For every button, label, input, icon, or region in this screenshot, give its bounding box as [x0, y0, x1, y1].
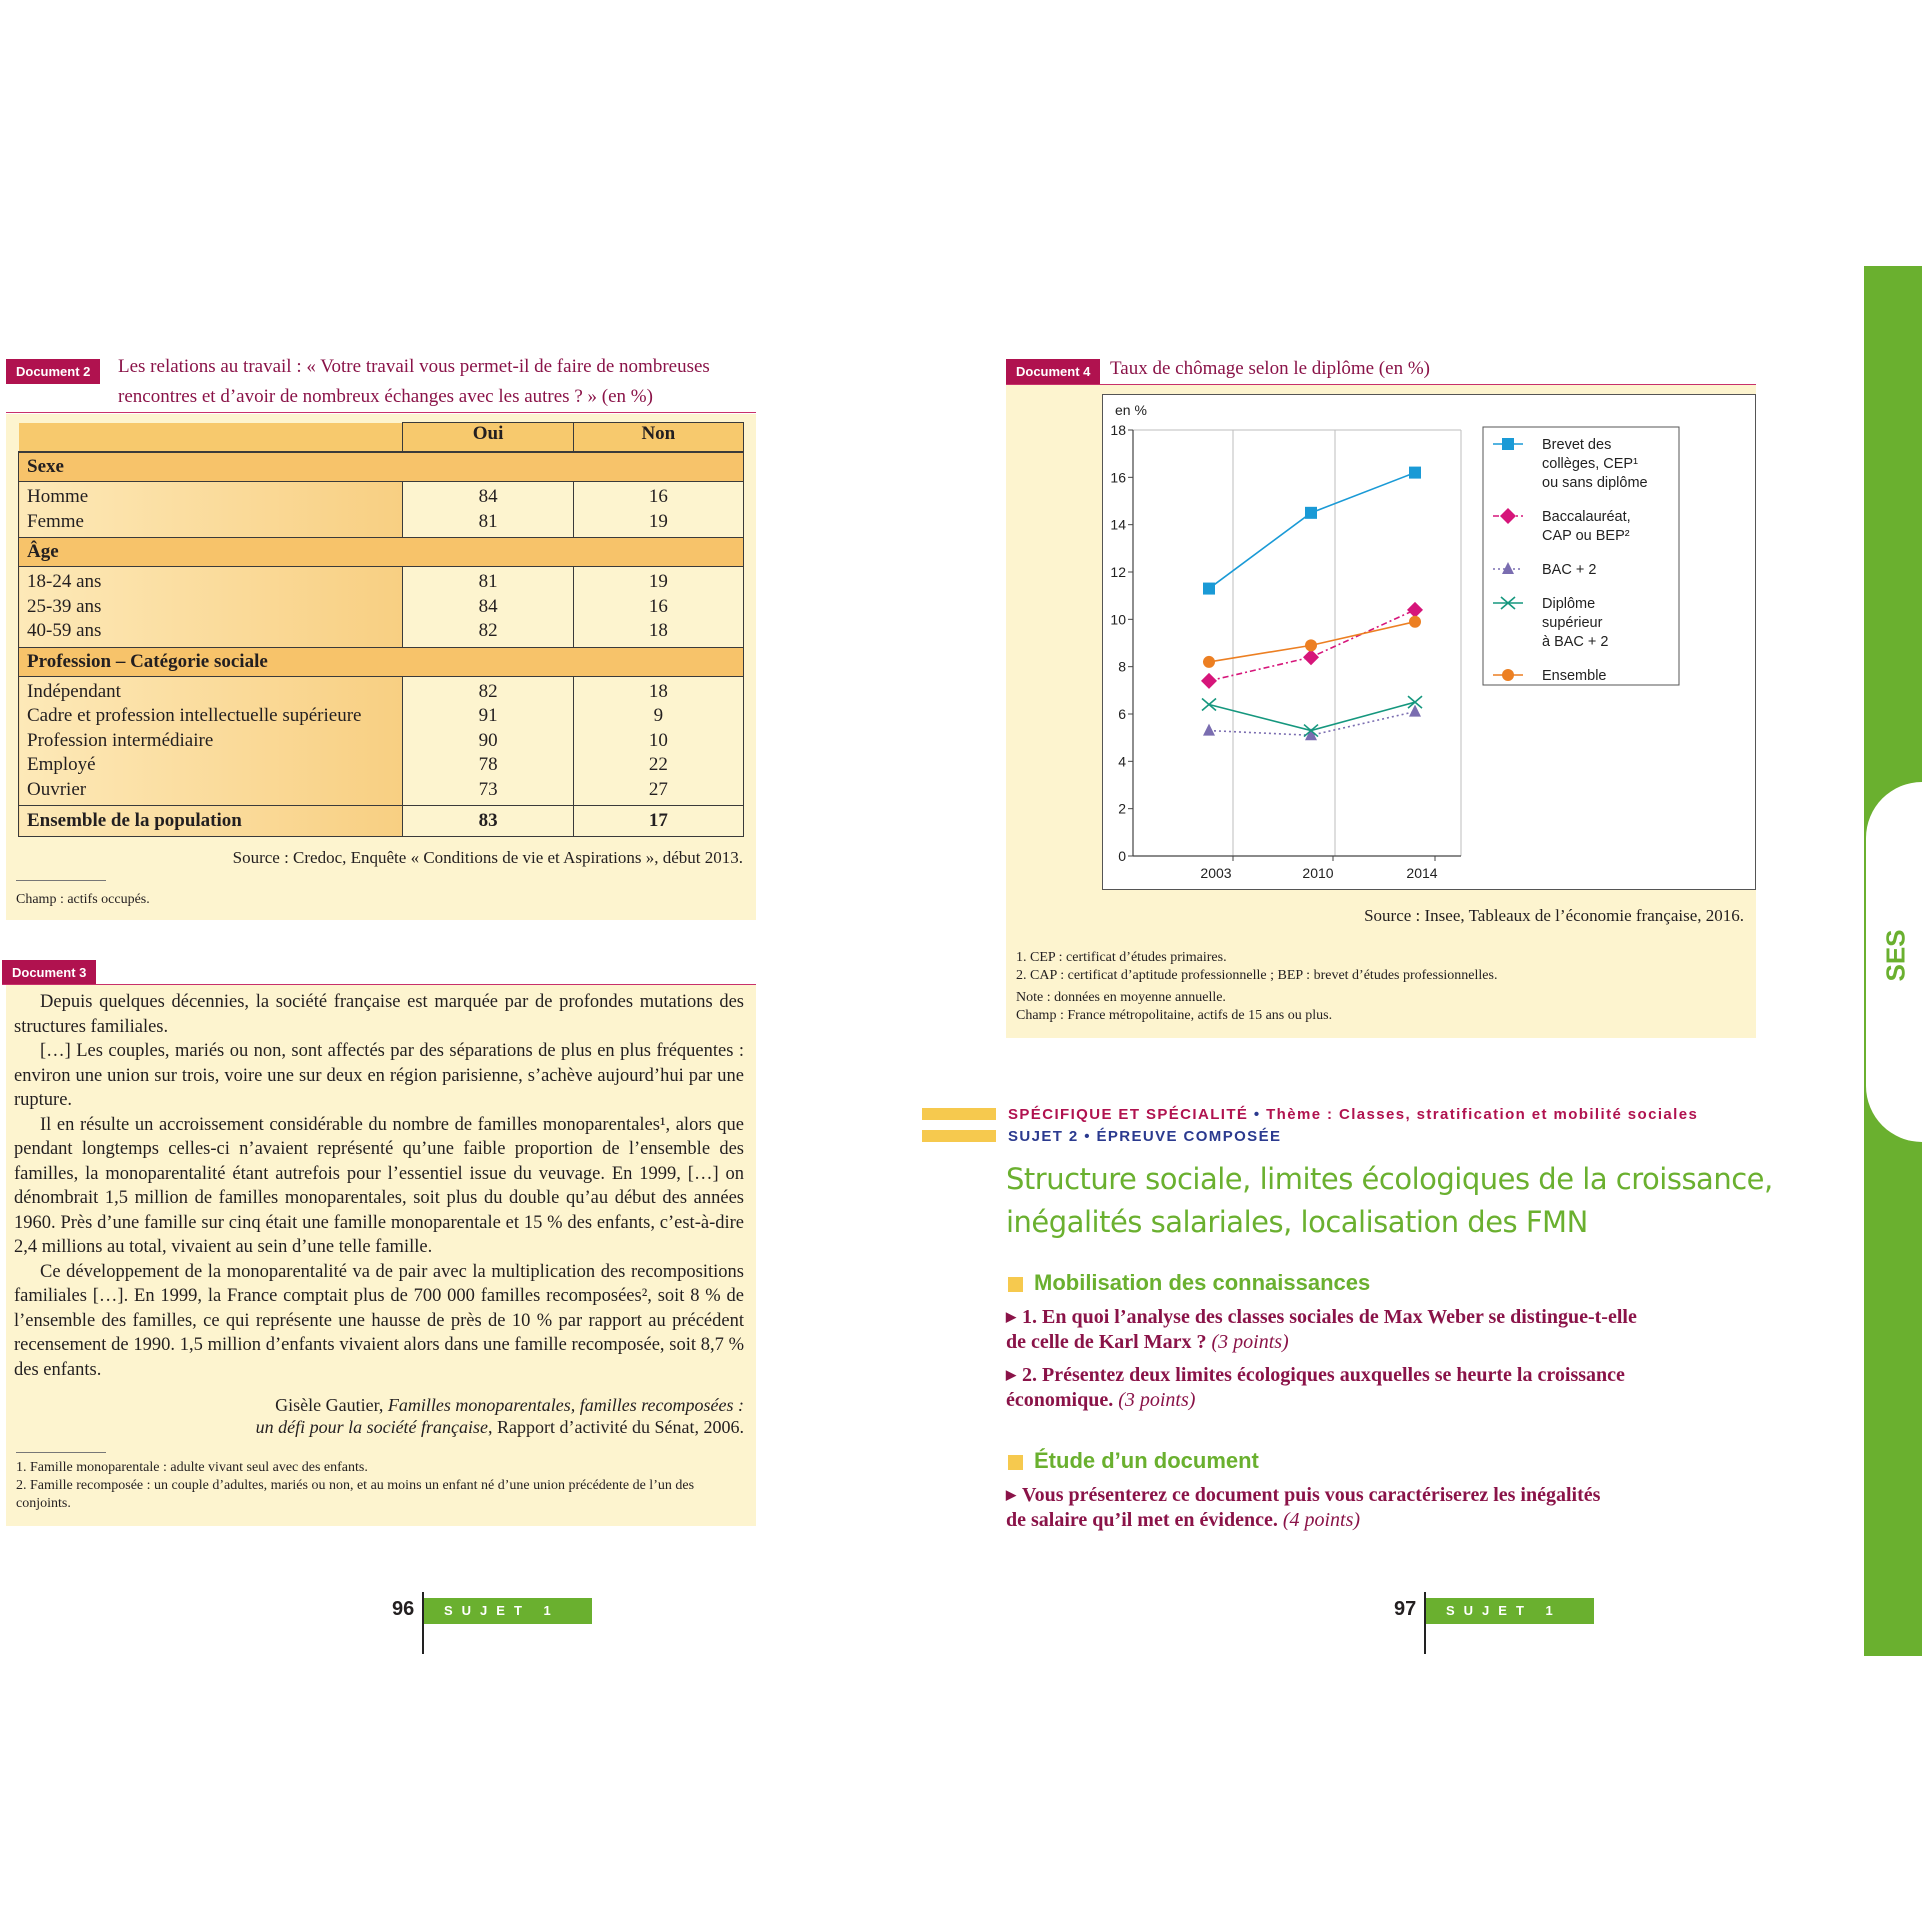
doc2-champ: Champ : actifs occupés.	[16, 892, 150, 907]
data-point	[1305, 507, 1317, 519]
q3-line1: Vous présenterez ce document puis vous caractériserez les inégalités	[1022, 1484, 1601, 1506]
cell-oui: 84	[478, 486, 498, 507]
series-line	[1209, 702, 1415, 730]
doc3-text	[14, 990, 744, 1382]
y-tick-label: 18	[1110, 422, 1126, 438]
section1-heading: Mobilisation des connaissances	[1034, 1270, 1371, 1295]
question-1	[1006, 1304, 1746, 1355]
legend-label: BAC + 2	[1542, 562, 1597, 578]
orange-strip	[922, 1108, 996, 1120]
data-point	[1409, 467, 1421, 479]
specific-line2: SUJET 2 • ÉPREUVE COMPOSÉE	[1008, 1128, 1282, 1145]
doc4-tag: Document 4	[1006, 359, 1100, 384]
page-number-right: 97	[1394, 1598, 1417, 1620]
x-tick-label: 2003	[1200, 865, 1232, 881]
col-header-oui: Oui	[403, 423, 573, 453]
row-label: 40-59 ans	[27, 620, 102, 641]
cell-oui: 90	[478, 729, 498, 751]
y-tick-label: 4	[1118, 753, 1126, 770]
y-tick-label: 6	[1118, 706, 1126, 722]
footnote-rule	[16, 1452, 106, 1453]
triangle-bullet-icon: ▶	[1006, 1309, 1016, 1324]
data-point	[1407, 602, 1423, 618]
legend-label: Ensemble	[1542, 668, 1607, 684]
section-sexe: Sexe	[19, 452, 744, 482]
specific-line1	[1008, 1106, 1698, 1123]
doc3-rule	[2, 984, 756, 985]
data-point	[1203, 656, 1215, 668]
section-age: Âge	[19, 538, 744, 567]
y-tick-label: 8	[1118, 658, 1126, 675]
doc4-title: Taux de chômage selon le diplôme (en %)	[1110, 358, 1430, 379]
q3-points: (4 points)	[1282, 1509, 1361, 1531]
doc3-citation	[144, 1394, 744, 1438]
data-point	[1409, 616, 1421, 628]
y-tick-label: 2	[1118, 800, 1126, 817]
citation-line1	[144, 1394, 744, 1416]
legend-label: collèges, CEP¹	[1542, 456, 1638, 472]
doc3-footnote1: 1. Famille monoparentale : adulte vivant seul avec des enfants.	[16, 1460, 368, 1475]
doc3-footnote2: 2. Famille recomposée : un couple d’adultes, mariés ou non, et au moins un enfant né d’une union précédente de l’un des conjoints.	[16, 1478, 695, 1511]
y-tick-label: 14	[1110, 516, 1126, 533]
row-label: 18-24 ans	[27, 571, 102, 592]
y-tick-label: 16	[1110, 469, 1126, 486]
question-2	[1006, 1362, 1746, 1413]
row-label: Cadre et profession intellectuelle supérieure	[27, 705, 362, 726]
doc3-paragraph: […] Les couples, mariés ou non, sont affectés par des séparations de plus en plus fréquentes : environ une union sur trois, voire une sur deux en région parisienne, s’achève aujourd’hui par une rupture.	[14, 1041, 744, 1110]
cell-non: 22	[648, 754, 668, 775]
section-profession: Profession – Catégorie sociale	[19, 647, 744, 676]
legend-marker	[1502, 669, 1514, 681]
y-tick-label: 10	[1110, 611, 1126, 628]
row-label: Femme	[27, 510, 84, 532]
unemployment-chart	[1103, 395, 1755, 889]
y-axis-label: en %	[1115, 402, 1147, 418]
cell-oui: 73	[478, 778, 498, 800]
question-3	[1006, 1482, 1746, 1533]
cell-oui: 84	[478, 595, 498, 617]
row-label: 25-39 ans	[27, 595, 102, 617]
chart-frame	[1102, 394, 1756, 890]
cell-non: 18	[648, 680, 668, 702]
cell-oui: 81	[478, 510, 498, 532]
cell-non: 19	[648, 571, 668, 592]
cell-oui: 91	[478, 705, 498, 726]
legend-label: Diplôme	[1542, 596, 1596, 612]
x-tick-label: 2014	[1406, 865, 1438, 881]
footnote-rule	[16, 880, 106, 881]
x-tick-label: 2010	[1302, 865, 1334, 881]
doc4-note4: Champ : France métropolitaine, actifs de 15 ans ou plus.	[1016, 1008, 1333, 1023]
cell-non: 16	[648, 595, 668, 617]
q2-line1: 2. Présentez deux limites écologiques auxquelles se heurte la croissance	[1022, 1364, 1625, 1386]
side-tab-label: SES	[1880, 929, 1911, 982]
row-label: Indépendant	[27, 680, 121, 702]
q1-line2: de celle de Karl Marx ?	[1006, 1331, 1207, 1353]
q1-line1: 1. En quoi l’analyse des classes sociales de Max Weber se distingue-t-elle	[1022, 1306, 1637, 1328]
doc3-paragraph: Depuis quelques décennies, la société française est marquée par de profondes mutations des structures familiales.	[14, 992, 744, 1037]
legend-label: à BAC + 2	[1542, 634, 1609, 650]
y-tick-label: 12	[1110, 564, 1126, 580]
section-bullet	[1008, 1455, 1023, 1470]
q2-line2: économique.	[1006, 1389, 1114, 1411]
main-title-line1: Structure sociale, limites écologiques de la croissance,	[1006, 1162, 1773, 1196]
doc3-paragraph: Ce développement de la monoparentalité va de pair avec la multiplication des recompositions familiales […]. En 1999, la France comptait plus de 700 000 familles recomposées², soit 8 % de l’ensemble des familles, ce qui représente une hausse de près de 10 % par rapport au précédent recensement de 1990. 1,5 million d’enfants vivaient alors dans une famille recomposée, soit 8,7 % des enfants.	[14, 1261, 744, 1380]
legend-label: CAP ou BEP²	[1542, 528, 1630, 544]
doc4-rule	[1006, 384, 1756, 385]
triangle-bullet-icon: ▶	[1006, 1367, 1016, 1382]
row-label: Employé	[27, 754, 96, 775]
section-bullet	[1008, 1277, 1023, 1292]
relations-table	[18, 422, 744, 837]
doc4-note2: 2. CAP : certificat d’aptitude professionnelle ; BEP : brevet d’études professionnelles.	[1016, 968, 1498, 983]
section2-heading: Étude d’un document	[1034, 1448, 1259, 1473]
doc4-note1: 1. CEP : certificat d’études primaires.	[1016, 950, 1227, 965]
q1-points: (3 points)	[1211, 1331, 1289, 1353]
legend-label: ou sans diplôme	[1542, 475, 1648, 491]
cell-non: 16	[648, 486, 668, 507]
row-label: Homme	[27, 486, 89, 507]
specific-label: SPÉCIFIQUE ET SPÉCIALITÉ	[1008, 1106, 1249, 1123]
table-row	[19, 567, 744, 648]
y-tick-label: 0	[1118, 848, 1126, 864]
doc2-source: Source : Credoc, Enquête « Conditions de vie et Aspirations », début 2013.	[232, 848, 743, 867]
cell-non: 9	[653, 705, 664, 726]
citation-author: Gisèle Gautier,	[275, 1395, 384, 1415]
main-title-line2: inégalités salariales, localisation des FMN	[1006, 1205, 1588, 1239]
legend-label: Brevet des	[1542, 437, 1612, 453]
doc3-tag: Document 3	[2, 960, 96, 985]
citation-title2: un défi pour la société française	[255, 1417, 489, 1437]
doc2-title-line1: Les relations au travail : « Votre travail vous permet-il de faire de nombreuses	[118, 356, 710, 377]
specific-theme: Thème : Classes, stratification et mobilité sociales	[1266, 1106, 1699, 1123]
table-corner	[19, 423, 403, 453]
doc2-tag: Document 2	[6, 359, 100, 384]
q2-points: (3 points)	[1118, 1389, 1196, 1411]
doc2-title-line2: rencontres et d’avoir de nombreux échanges avec les autres ? » (en %)	[118, 386, 653, 407]
data-point	[1203, 724, 1215, 736]
cell-non: 18	[648, 620, 668, 641]
cell-oui: 82	[478, 680, 498, 702]
cell-oui: 78	[478, 754, 498, 775]
row-label: Ouvrier	[27, 778, 87, 800]
data-point	[1303, 649, 1319, 665]
doc4-source: Source : Insee, Tableaux de l’économie française, 2016.	[1364, 906, 1744, 925]
specific-separator: •	[1248, 1106, 1267, 1123]
data-point	[1305, 639, 1317, 651]
total-non: 17	[573, 806, 743, 837]
cell-oui: 82	[478, 620, 498, 641]
cell-oui: 81	[478, 571, 498, 592]
col-header-non: Non	[573, 423, 743, 453]
doc4-note3: Note : données en moyenne annuelle.	[1016, 990, 1226, 1005]
cell-non: 19	[648, 510, 668, 532]
orange-strip	[922, 1130, 996, 1142]
legend-label: Baccalauréat,	[1542, 509, 1631, 525]
doc2-title-rule	[6, 412, 756, 413]
total-row	[19, 806, 744, 837]
total-oui: 83	[403, 806, 573, 837]
table-row	[19, 482, 744, 538]
legend-label: supérieur	[1542, 615, 1603, 631]
total-label: Ensemble de la population	[19, 806, 403, 837]
cell-non: 10	[648, 729, 668, 751]
row-label: Profession intermédiaire	[27, 729, 214, 751]
citation-rest: , Rapport d’activité du Sénat, 2006.	[488, 1417, 744, 1437]
series-line	[1209, 473, 1415, 589]
citation-line2	[144, 1416, 744, 1438]
cell-non: 27	[648, 778, 668, 800]
q3-line2: de salaire qu’il met en évidence.	[1006, 1509, 1278, 1531]
citation-title1: Familles monoparentales, familles recomposées :	[387, 1395, 744, 1415]
table-row	[19, 676, 744, 806]
data-point	[1203, 583, 1215, 595]
page-number-left: 96	[392, 1598, 415, 1620]
legend-marker	[1502, 438, 1514, 450]
sujet-label-left: SUJET 1	[424, 1598, 592, 1624]
triangle-bullet-icon: ▶	[1006, 1487, 1016, 1502]
data-point	[1201, 673, 1217, 689]
sujet-label-right: SUJET 1	[1426, 1598, 1594, 1624]
doc3-paragraph: Il en résulte un accroissement considérable du nombre de familles monoparentales¹, alors que pendant longtemps celles-ci n’avaient représenté qu’une faible proportion de l’ensemble des familles, la monoparentalité étant autrefois pour l’essentiel issue du veuvage. En 1999, […] on dénombrait 1,5 million de familles monoparentales, soit plus du double qu’au début des années 1960. Près d’une famille sur cinq était une famille monoparentale et 15 % des enfants, c’est-à-dire 2,4 millions au total, vivaient au sein d’une telle famille.	[14, 1114, 744, 1257]
